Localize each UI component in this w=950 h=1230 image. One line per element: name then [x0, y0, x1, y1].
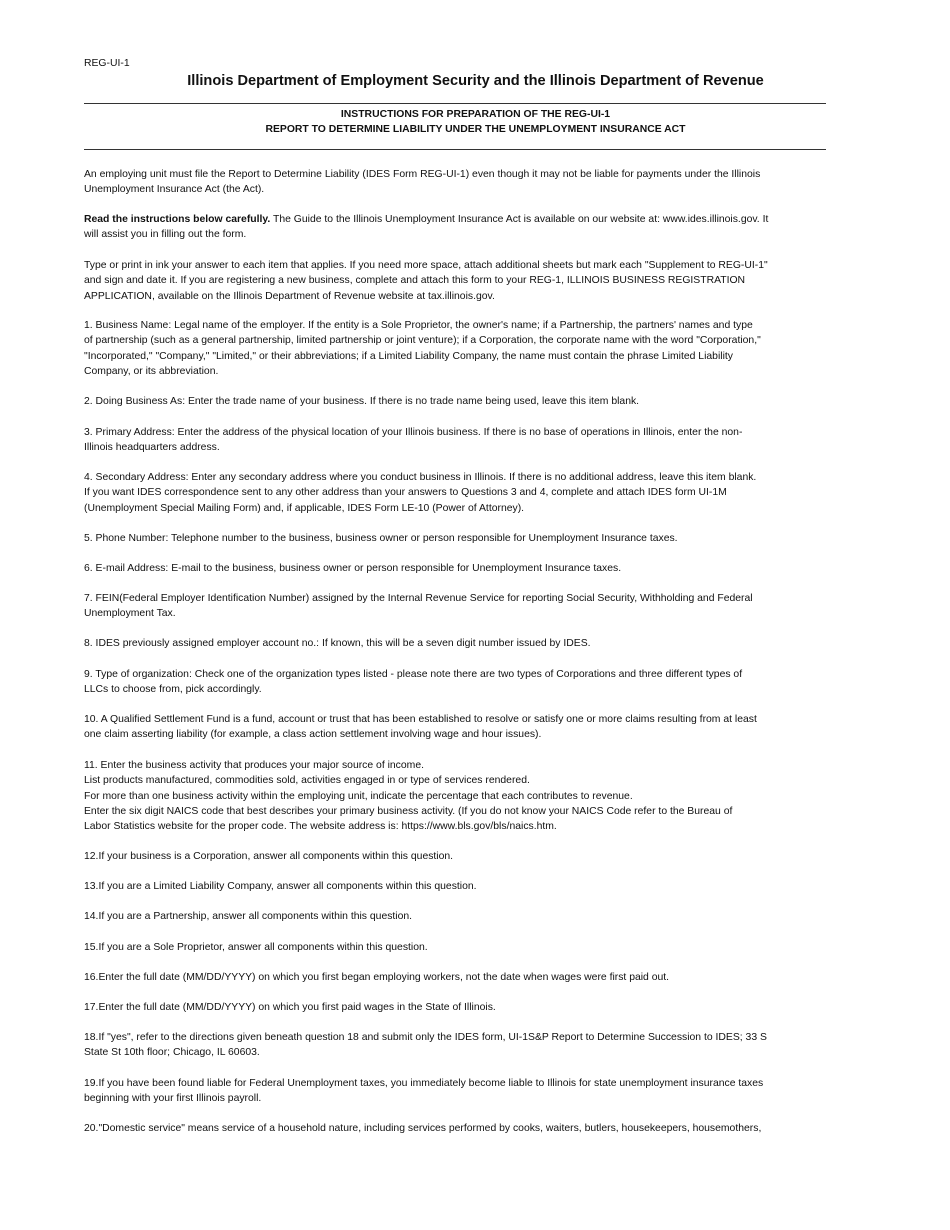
type-print-line: Type or print in ink your answer to each item that applies. If you need more space, attach additional sheets but mark each "Supplement to REG-UI-1": [84, 260, 768, 271]
item-16-first-employed-date: [84, 970, 854, 985]
item-line: of partnership (such as a general partnership, limited partnership or joint venture); if a Corporation, the corporate name with the word "Corporation,": [84, 335, 761, 347]
item-line: 15.If you are a Sole Proprietor, answer all components within this question.: [84, 942, 428, 953]
item-2-doing-business-as: [84, 394, 854, 409]
item-line: "Incorporated," "Company," "Limited," or their abbreviations; if a Limited Liability Company, the name must contain the phrase Limited Liability: [84, 350, 733, 362]
item-6-email-address: [84, 561, 854, 576]
item-9-organization-type: [84, 667, 854, 698]
item-line: If you want IDES correspondence sent to any other address than your answers to Questions 3 and 4, complete and attach IDES form UI-1M: [84, 487, 727, 499]
item-line: 14.If you are a Partnership, answer all components within this question.: [84, 911, 413, 922]
type-print-paragraph: [84, 258, 854, 304]
item-line: beginning with your first Illinois payroll.: [84, 1093, 262, 1105]
item-line: 3. Primary Address: Enter the address of the physical location of your Illinois business. If there is no base of operations in Illinois, enter the non-: [84, 427, 743, 438]
type-print-line: APPLICATION, available on the Illinois Department of Revenue website at tax.illinois.gov.: [84, 290, 495, 302]
type-print-line: and sign and date it. If you are registering a new business, complete and attach this form to your REG-1, ILLINOIS BUSINESS REGISTRATION: [84, 275, 746, 287]
read-instructions-text: The Guide to the Illinois Unemployment Insurance Act is available on our website at: www.ides.illinois.gov. It: [270, 214, 769, 225]
subtitle-report: REPORT TO DETERMINE LIABILITY UNDER THE UNEMPLOYMENT INSURANCE ACT: [265, 124, 686, 135]
item-line: 11. Enter the business activity that produces your major source of income.: [84, 760, 424, 771]
item-line: 16.Enter the full date (MM/DD/YYYY) on which you first began employing workers, not the date when wages were first paid out.: [84, 972, 670, 983]
item-line: List products manufactured, commodities sold, activities engaged in or type of services rendered.: [84, 775, 530, 787]
item-17-first-wages-date: [84, 1000, 854, 1015]
item-line: Enter the six digit NAICS code that best describes your primary business activity. (If you do not know your NAICS Code refer to the Bureau of: [84, 805, 733, 817]
item-11-business-activity: [84, 758, 854, 834]
item-line: 6. E-mail Address: E-mail to the business, business owner or person responsible for Unemployment Insurance taxes.: [84, 563, 622, 574]
read-instructions-line: [84, 212, 854, 227]
item-line: 12.If your business is a Corporation, answer all components within this question.: [84, 851, 454, 862]
item-12-corporation: [84, 849, 854, 864]
item-line: one claim asserting liability (for example, a class action settlement involving wage and hour issues).: [84, 729, 542, 741]
item-line: Illinois headquarters address.: [84, 442, 220, 454]
form-id: REG-UI-1: [84, 58, 130, 69]
item-line: LLCs to choose from, pick accordingly.: [84, 684, 262, 696]
item-15-sole-proprietor: [84, 940, 854, 955]
intro-line: Unemployment Insurance Act (the Act).: [84, 184, 265, 196]
item-line: Unemployment Tax.: [84, 608, 176, 620]
page-title: Illinois Department of Employment Security and the Illinois Department of Revenue: [187, 73, 764, 89]
item-10-settlement-fund: [84, 712, 854, 743]
item-line: For more than one business activity within the employing unit, indicate the percentage that each contributes to revenue.: [84, 790, 633, 802]
intro-line: An employing unit must file the Report to Determine Liability (IDES Form REG-UI-1) even though it may not be liable for payments under the Illinois: [84, 169, 761, 180]
item-7-fein: [84, 591, 854, 622]
item-line: 4. Secondary Address: Enter any secondary address where you conduct business in Illinois. If there is no additional address, leave this item blank.: [84, 472, 757, 483]
item-5-phone-number: [84, 531, 854, 546]
item-4-secondary-address: [84, 470, 854, 516]
item-1-business-name: [84, 318, 854, 379]
subtitle-instructions: INSTRUCTIONS FOR PREPARATION OF THE REG-UI-1: [340, 109, 611, 120]
item-line: Labor Statistics website for the proper code. The website address is: https://www.bls.gov/bls/naics.htm.: [84, 821, 557, 833]
intro-paragraph: [84, 167, 854, 198]
item-line: Company, or its abbreviation.: [84, 365, 219, 377]
item-14-partnership: [84, 909, 854, 924]
item-line: 5. Phone Number: Telephone number to the business, business owner or person responsible for Unemployment Insurance taxes.: [84, 533, 678, 544]
item-20-domestic-service: [84, 1121, 854, 1136]
item-line: 1. Business Name: Legal name of the employer. If the entity is a Sole Proprietor, the owner's name; if a Partnership, the partners' names and type: [84, 320, 753, 331]
item-line: 17.Enter the full date (MM/DD/YYYY) on which you first paid wages in the State of Illinois.: [84, 1002, 496, 1013]
item-line: 9. Type of organization: Check one of the organization types listed - please note there are two types of Corporations and three different types of: [84, 669, 743, 680]
item-line: 7. FEIN(Federal Employer Identification Number) assigned by the Internal Revenue Service for reporting Social Security, Withholding and Federal: [84, 593, 753, 604]
read-instructions-bold: Read the instructions below carefully.: [84, 214, 271, 225]
item-19-federal-liability: [84, 1076, 854, 1107]
item-8-account-number: [84, 636, 854, 651]
item-line: 2. Doing Business As: Enter the trade name of your business. If there is no trade name being used, leave this item blank.: [84, 396, 640, 407]
item-line: 18.If "yes", refer to the directions given beneath question 18 and submit only the IDES form, UI-1S&P Report to Determine Succession to IDES; 33 S: [84, 1032, 767, 1043]
item-line: (Unemployment Special Mailing Form) and, if applicable, IDES Form LE-10 (Power of Attorney).: [84, 502, 525, 514]
item-line: 8. IDES previously assigned employer account no.: If known, this will be a seven digit number issued by IDES.: [84, 638, 591, 649]
item-3-primary-address: [84, 425, 854, 456]
item-line: State St 10th floor; Chicago, IL 60603.: [84, 1047, 260, 1059]
read-instructions-paragraph: [84, 212, 854, 243]
item-line: 20."Domestic service" means service of a household nature, including services performed by cooks, waiters, butlers, housekeepers, housemothers,: [84, 1123, 762, 1134]
item-line: 13.If you are a Limited Liability Company, answer all components within this question.: [84, 881, 477, 892]
item-18-succession: [84, 1030, 854, 1061]
item-line: 19.If you have been found liable for Federal Unemployment taxes, you immediately become liable to Illinois for state unemployment insurance taxes: [84, 1078, 764, 1089]
divider-bottom: [84, 149, 826, 150]
divider-top: [84, 103, 826, 104]
item-13-llc: [84, 879, 854, 894]
read-instructions-line: will assist you in filling out the form.: [84, 229, 247, 241]
item-line: 10. A Qualified Settlement Fund is a fund, account or trust that has been established to resolve or satisfy one or more claims resulting from at least: [84, 714, 757, 725]
